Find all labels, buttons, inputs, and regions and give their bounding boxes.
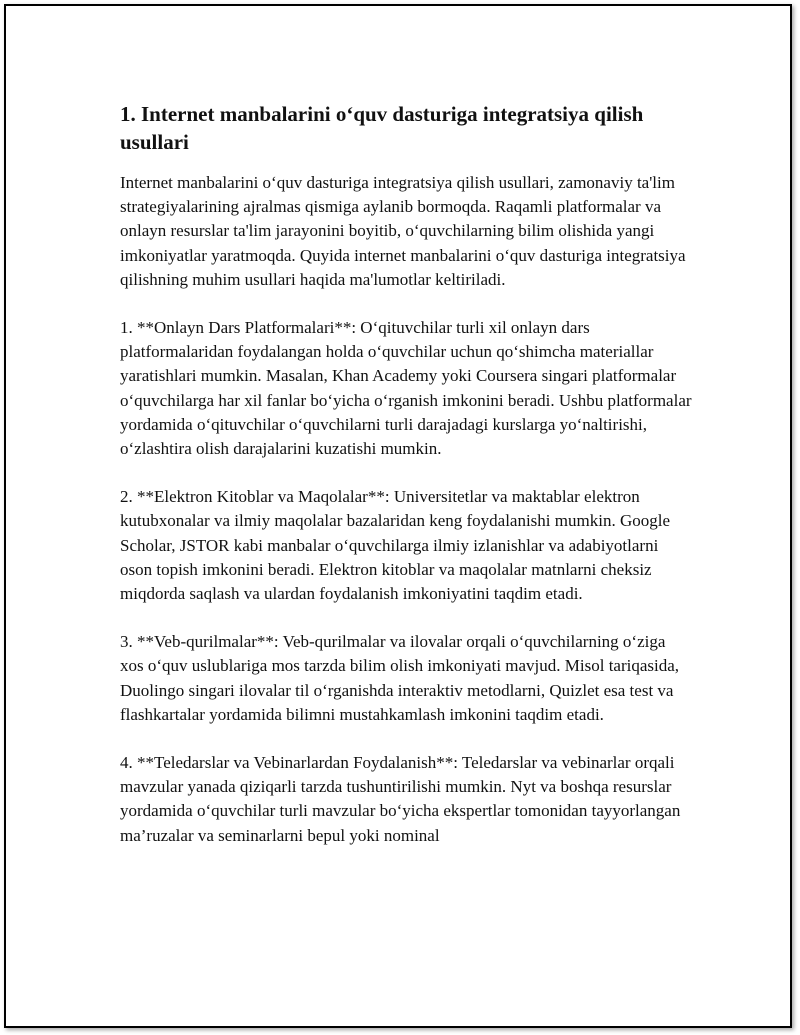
intro-paragraph: Internet manbalarini o‘quv dasturiga integratsiya qilish usullari, zamonaviy ta'lim strategiyalarining ajralmas qismiga aylanib bormoqda. Raqamli platformalar va onlayn resurslar ta'lim jarayonini boyitib, o‘quvchilarning bilim olishida yangi imkoniyatlar yaratmoqda. Quyida internet manbalarini o‘quv dasturiga integratsiya qilishning muhim usullari haqida ma'lumotlar keltiriladi. <box>120 173 686 289</box>
section-heading: 1. Internet manbalarini o‘quv dasturiga integratsiya qilish usullari <box>120 102 644 154</box>
paragraph-telelessons: 4. **Teledarslar va Vebinarlardan Foydalanish**: Teledarslar va vebinarlar orqali mavzular yanada qiziqarli tarzda tushuntirilishi mumkin. Nyt va boshqa resurslar yordamida o‘quvchilar turli mavzular bo‘yicha ekspertlar tomonidan tayyorlangan ma’ruzalar va seminarlarni bepul yoki nominal <box>120 753 681 845</box>
paragraph-electronic-books: 2. **Elektron Kitoblar va Maqolalar**: Universitetlar va maktablar elektron kutubxonalar va ilmiy maqolalar bazalaridan keng foydalanishi mumkin. Google Scholar, JSTOR kabi manbalar o‘quvchilarga ilmiy izlanishlar va adabiyotlarni oson topish imkonini beradi. Elektron kitoblar va maqolalar matnlarni cheksiz miqdorda saqlash va ulardan foydalanish imkoniyatini taqdim etadi. <box>120 487 670 604</box>
paragraph-online-platforms: 1. **Onlayn Dars Platformalari**: O‘qituvchilar turli xil onlayn dars platformalaridan foydalangan holda o‘quvchilar uchun qo‘shimcha materiallar yaratishlari mumkin. Masalan, Khan Academy yoki Coursera singari platformalar o‘quvchilarga har xil fanlar bo‘yicha o‘rganish imkonini beradi. Ushbu platformalar yordamida o‘qituvchilar o‘quvchilarni turli darajadagi kurslarga yo‘naltirishi, o‘zlashtira olish darajalarini kuzatishi mumkin. <box>120 318 692 459</box>
paragraph-web-devices: 3. **Veb-qurilmalar**: Veb-qurilmalar va ilovalar orqali o‘quvchilarning o‘ziga xos o‘quv uslublariga mos tarzda bilim olish imkoniyati mavjud. Misol tariqasida, Duolingo singari ilovalar til o‘rganishda interaktiv metodlarni, Quizlet esa test va flashkartalar yordamida bilimni mustahkamlash imkonini taqdim etadi. <box>120 632 680 724</box>
document-content <box>120 100 692 872</box>
document-page <box>4 4 792 1028</box>
